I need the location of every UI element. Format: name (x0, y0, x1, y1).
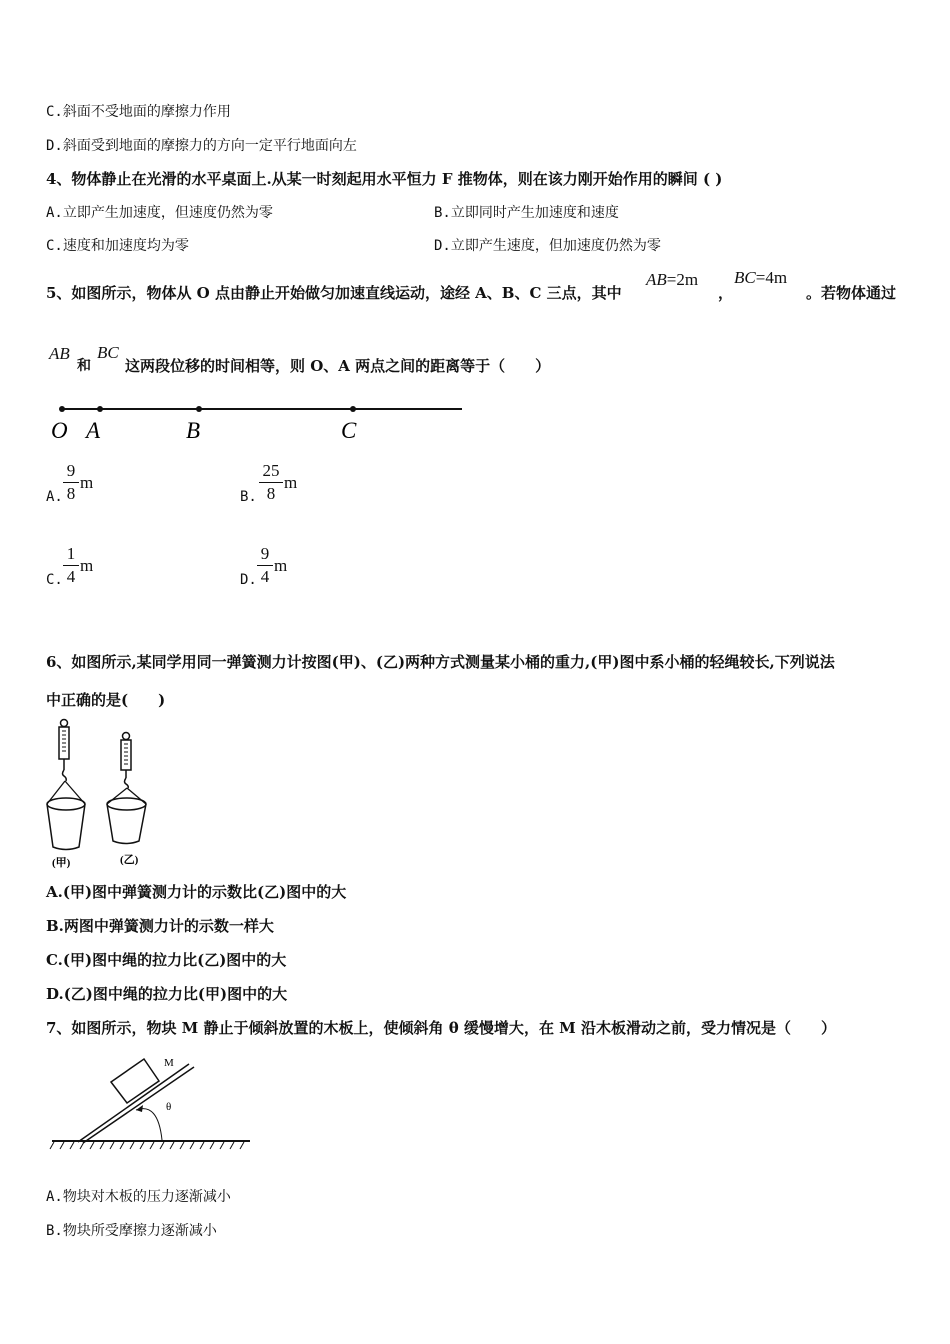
q3-option-c: C.斜面不受地面的摩擦力作用 (46, 104, 231, 120)
q5-point-o (59, 406, 65, 412)
q6-option-b: B.两图中弹簧测力计的示数一样大 (46, 917, 274, 935)
q5-option-a-letter: A. (46, 489, 63, 505)
q6-spring-scale-figure (42, 718, 162, 870)
q5-option-a-unit: m (80, 473, 94, 492)
q5-line2-bc: BC (97, 343, 119, 362)
q5-option-c-num: 1 (66, 544, 76, 563)
q5-label-o: O (51, 418, 68, 443)
q5-ab-label: AB (646, 270, 667, 289)
q5-point-c (350, 406, 356, 412)
q7-incline-figure (48, 1052, 258, 1152)
q6-option-a: A.(甲)图中弹簧测力计的示数比(乙)图中的大 (46, 883, 347, 901)
q5-option-b-num: 25 (262, 461, 280, 480)
q5-line-diagram (46, 398, 476, 444)
q5-option-a-den: 8 (66, 484, 76, 503)
q5-stem-part2: 。若物体通过 (806, 284, 897, 302)
q5-line2-ab: AB (49, 344, 70, 363)
q5-line2-text: 这两段位移的时间相等，则 O、A 两点之间的距离等于（ ） (125, 357, 551, 375)
q7-angle-label: θ (166, 1101, 172, 1113)
q5-option-c-letter: C. (46, 572, 63, 588)
q5-option-b-den: 8 (266, 484, 276, 503)
q3-option-d: D.斜面受到地面的摩擦力的方向一定平行地面向左 (46, 138, 357, 154)
q4-option-d: D.立即产生速度，但加速度仍然为零 (434, 238, 661, 254)
q5-label-b: B (186, 418, 201, 443)
q4-option-c: C.速度和加速度均为零 (46, 238, 189, 254)
q7-block-label: M (164, 1057, 174, 1069)
q7-option-b: B.物块所受摩擦力逐渐减小 (46, 1223, 217, 1239)
q5-ab-expression (646, 270, 698, 290)
q5-option-d-letter: D. (240, 572, 257, 588)
q7-ground-hatching (50, 1142, 244, 1149)
q5-option-c-unit: m (80, 556, 94, 575)
q5-label-c: C (341, 418, 357, 443)
q5-point-a (97, 406, 103, 412)
q5-stem-part1: 5、如图所示，物体从 O 点由静止开始做匀加速直线运动，途经 A、B、C 三点，其中 (46, 284, 622, 302)
q5-option-d-unit: m (274, 556, 288, 575)
q6-label-jia: (甲) (52, 857, 71, 869)
q4-option-b: B.立即同时产生加速度和速度 (434, 205, 619, 221)
q4-stem: 4、物体静止在光滑的水平桌面上.从某一时刻起用水平恒力 F 推物体，则在该力刚开始作用的瞬间 ( ) (46, 170, 723, 188)
q5-point-b (196, 406, 202, 412)
q6-figure-jia (47, 720, 85, 870)
q5-option-d-den: 4 (260, 567, 270, 586)
q5-bc-expression (734, 268, 787, 288)
q5-label-a: A (86, 418, 101, 443)
q5-option-c-fraction (63, 544, 79, 587)
q5-option-b-fraction (259, 461, 283, 504)
q4-option-a: A.立即产生加速度，但速度仍然为零 (46, 205, 273, 221)
q6-figure-yi (107, 733, 146, 867)
q5-option-d-num: 9 (260, 544, 270, 563)
q5-option-a-num: 9 (66, 461, 76, 480)
q6-option-c: C.(甲)图中绳的拉力比(乙)图中的大 (46, 951, 287, 969)
q5-comma: ， (718, 284, 734, 302)
q6-label-yi: (乙) (120, 854, 139, 866)
q6-stem-line1: 6、如图所示,某同学用同一弹簧测力计按图(甲)、(乙)两种方式测量某小桶的重力,(甲)图中系小桶的轻绳较长,下列说法 (46, 653, 835, 671)
q5-option-b-unit: m (284, 473, 298, 492)
q6-stem-line2: 中正确的是( ) (46, 691, 166, 709)
q5-bc-value: =4m (755, 268, 788, 287)
q6-option-d: D.(乙)图中绳的拉力比(甲)图中的大 (46, 985, 288, 1003)
q5-line2-and: 和 (77, 358, 91, 374)
q7-option-a: A.物块对木板的压力逐渐减小 (46, 1189, 231, 1205)
q5-bc-label: BC (734, 268, 756, 287)
q7-stem: 7、如图所示，物块 M 静止于倾斜放置的木板上，使倾斜角 θ 缓慢增大，在 M 沿木板滑动之前，受力情况是（ ） (46, 1019, 836, 1037)
q5-option-a-fraction (63, 461, 79, 504)
q7-angle-arc (136, 1109, 162, 1140)
q5-ab-value: =2m (666, 270, 699, 289)
q5-option-b-letter: B. (240, 489, 257, 505)
q5-option-d-fraction (257, 544, 273, 587)
q5-option-c-den: 4 (66, 567, 76, 586)
